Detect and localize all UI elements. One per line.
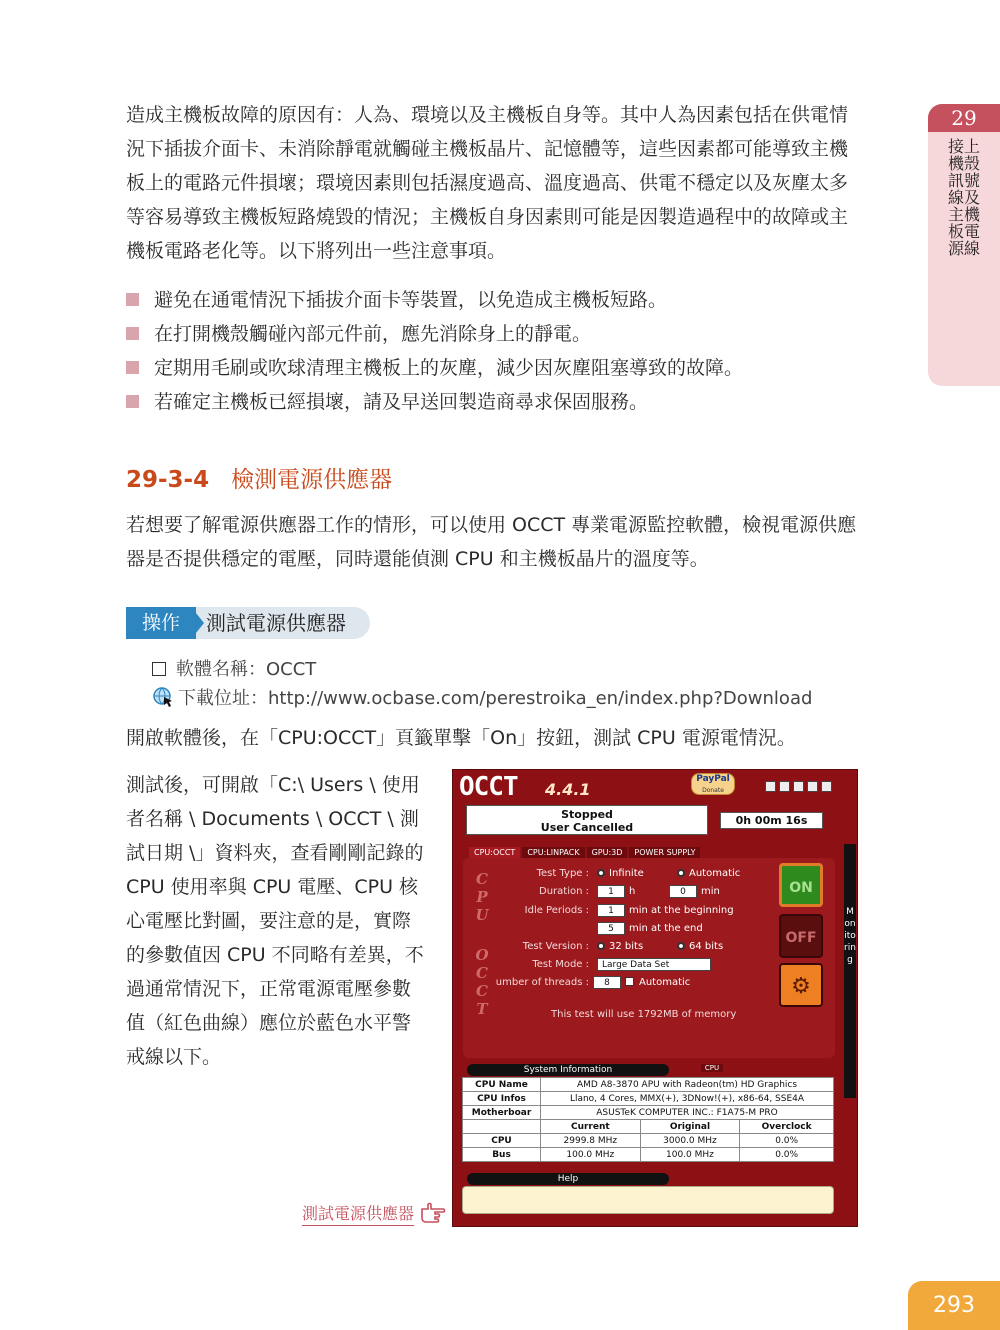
page-number: 293 bbox=[908, 1281, 1000, 1330]
radio-icon bbox=[597, 942, 605, 950]
checkbox-icon bbox=[152, 662, 166, 676]
operation-title: 測試電源供應器 bbox=[206, 611, 346, 635]
list-item: 若確定主機板已經損壞，請及早送回製造商尋求保固服務。 bbox=[126, 385, 866, 419]
table-row: Motherboar ASUSTeK COMPUTER INC.: F1A75-M PRO bbox=[463, 1106, 834, 1120]
idle-periods-label: Idle Periods : bbox=[524, 905, 589, 916]
table-row: CPU 2999.8 MHz 3000.0 MHz 0.0% bbox=[463, 1134, 834, 1148]
operation-tag: 操作 bbox=[126, 607, 196, 639]
table-row: Current Original Overclock bbox=[463, 1120, 834, 1134]
tab-power-supply[interactable]: POWER SUPPLY bbox=[629, 847, 700, 858]
occt-logo: OCCT bbox=[459, 772, 518, 802]
checkbox-icon bbox=[625, 977, 634, 986]
bullet-square-icon bbox=[126, 395, 139, 408]
tab-cpu-occt[interactable]: CPU:OCCT bbox=[469, 847, 520, 858]
off-button[interactable]: OFF bbox=[779, 914, 823, 958]
list-item: 避免在通電情況下插拔介面卡等裝置，以免造成主機板短路。 bbox=[126, 283, 866, 317]
instruction-paragraph: 開啟軟體後，在「CPU:OCCT」頁籤單擊「On」按鈕，測試 CPU 電源電情況。 bbox=[126, 727, 796, 749]
vertical-occt-label: OCCT bbox=[475, 946, 489, 1018]
system-info-table bbox=[462, 1077, 834, 1162]
monitoring-sidebar[interactable]: Monitoring bbox=[844, 844, 856, 1098]
tab-gpu-3d[interactable]: GPU:3D bbox=[587, 847, 628, 858]
chapter-number: 29 bbox=[928, 104, 1000, 132]
bullet-square-icon bbox=[126, 327, 139, 340]
help-box bbox=[462, 1186, 834, 1214]
download-line: 下載位址：http://www.ocbase.com/perestroika_en/index.php?Download bbox=[152, 684, 812, 713]
list-item: 定期用毛刷或吹球清理主機板上的灰塵，減少因灰塵阻塞導致的故障。 bbox=[126, 351, 866, 385]
test-version-label: Test Version : bbox=[522, 941, 589, 952]
move-icon[interactable] bbox=[779, 781, 790, 792]
pointing-hand-icon bbox=[419, 1199, 447, 1229]
minutes-unit: min bbox=[701, 886, 720, 897]
hours-unit: h bbox=[629, 886, 636, 897]
radio-64-bits[interactable]: 64 bits bbox=[677, 941, 723, 952]
table-row: CPU Infos Llano, 4 Cores, MMX(+), 3DNow!(+), x86-64, SSE4A bbox=[463, 1092, 834, 1106]
threads-label: umber of threads : bbox=[495, 977, 589, 988]
minimize-icon[interactable] bbox=[807, 781, 818, 792]
memory-note: This test will use 1792MB of memory bbox=[551, 1009, 737, 1020]
caution-list bbox=[126, 283, 866, 419]
radio-automatic[interactable]: Automatic bbox=[677, 868, 740, 879]
radio-icon bbox=[677, 869, 685, 877]
section-title: 檢測電源供應器 bbox=[231, 467, 393, 493]
table-row: Bus 100.0 MHz 100.0 MHz 0.0% bbox=[463, 1148, 834, 1162]
idle-end-input[interactable]: 5 bbox=[597, 922, 625, 935]
table-row: CPU Name AMD A8-3870 APU with Radeon(tm) HD Graphics bbox=[463, 1078, 834, 1092]
cpu-info-tab[interactable]: CPU bbox=[701, 1064, 723, 1072]
duration-minutes-input[interactable]: 0 bbox=[669, 885, 697, 898]
vertical-cpu-label: CPU bbox=[475, 870, 489, 924]
test-mode-label: Test Mode : bbox=[532, 959, 589, 970]
section-number: 29-3-4 bbox=[126, 467, 210, 493]
idle-begin-input[interactable]: 1 bbox=[597, 904, 625, 917]
test-mode-select[interactable]: Large Data Set bbox=[597, 958, 711, 971]
section-heading bbox=[126, 461, 392, 494]
duration-hours-input[interactable]: 1 bbox=[597, 885, 625, 898]
threads-automatic-checkbox[interactable]: Automatic bbox=[625, 977, 690, 988]
dropdown-icon[interactable] bbox=[793, 781, 804, 792]
close-icon[interactable] bbox=[821, 781, 832, 792]
idle-begin-text: min at the beginning bbox=[629, 905, 734, 916]
duration-label: Duration : bbox=[539, 886, 589, 897]
settings-gear-button[interactable]: ⚙ bbox=[779, 963, 823, 1007]
bullet-square-icon bbox=[126, 293, 139, 306]
window-controls bbox=[765, 777, 835, 796]
test-tabs bbox=[469, 847, 702, 858]
help-header[interactable]: Help bbox=[467, 1173, 669, 1185]
intro-paragraph: 造成主機板故障的原因有：人為、環境以及主機板自身等。其中人為因素包括在供電情況下插拔介面卡、未消除靜電就觸碰主機板晶片、記憶體等，這些因素都可能導致主機板上的電路元件損壞；環境因素則包括濕度過高、溫度過高、供電不穩定以及灰塵太多等容易導致主機板短路燒毀的情況；主機板自身因素則可能是因製造過程中的故障或主機板電路老化等。以下將列出一些注意事項。 bbox=[126, 104, 849, 262]
bullet-square-icon bbox=[126, 361, 139, 374]
chapter-title: 接上機殼訊號線及主機板電源線 bbox=[948, 137, 981, 258]
occt-version: 4.4.1 bbox=[545, 780, 591, 799]
threads-input[interactable]: 8 bbox=[593, 976, 621, 989]
system-information-header[interactable]: System Information bbox=[467, 1064, 669, 1076]
software-name-line: 軟體名稱：OCCT bbox=[152, 655, 316, 681]
radio-32-bits[interactable]: 32 bits bbox=[597, 941, 643, 952]
globe-icon bbox=[152, 686, 174, 713]
operation-bar bbox=[126, 607, 370, 639]
chapter-side-tab bbox=[928, 104, 1000, 386]
test-type-label: Test Type : bbox=[536, 868, 589, 879]
on-button[interactable]: ON bbox=[779, 863, 823, 907]
tab-cpu-linpack[interactable]: CPU:LINPACK bbox=[522, 847, 584, 858]
camera-icon[interactable] bbox=[765, 781, 776, 792]
figure-caption: 測試電源供應器 bbox=[302, 1203, 414, 1226]
radio-icon bbox=[597, 869, 605, 877]
side-paragraph: 測試後，可開啟「C:\ Users \ 使用者名稱 \ Documents \ OCCT \ 測試日期 \」資料夾，查看剛剛記錄的 CPU 使用率與 CPU 電壓、CPU 核心電壓比對圖，要注意的是，實際的參數值因 CPU 不同略有差異，不過通常情況下，正常電源電壓參數值（紅色曲線）應位於藍色水平警戒線以下。 bbox=[126, 774, 424, 1068]
idle-end-text: min at the end bbox=[629, 923, 703, 934]
operation-arrow-icon bbox=[196, 613, 204, 633]
occt-window bbox=[452, 769, 858, 1227]
radio-icon bbox=[677, 942, 685, 950]
list-item: 在打開機殼觸碰內部元件前，應先消除身上的靜電。 bbox=[126, 317, 866, 351]
status-box: Stopped User Cancelled bbox=[466, 805, 708, 835]
section-paragraph: 若想要了解電源供應器工作的情形，可以使用 OCCT 專業電源監控軟體，檢視電源供應器是否提供穩定的電壓，同時還能偵測 CPU 和主機板晶片的溫度等。 bbox=[126, 514, 857, 570]
elapsed-timer: 0h 00m 16s bbox=[720, 812, 823, 829]
radio-infinite[interactable]: Infinite bbox=[597, 868, 644, 879]
paypal-donate-button[interactable]: PayPal Donate bbox=[691, 773, 735, 795]
